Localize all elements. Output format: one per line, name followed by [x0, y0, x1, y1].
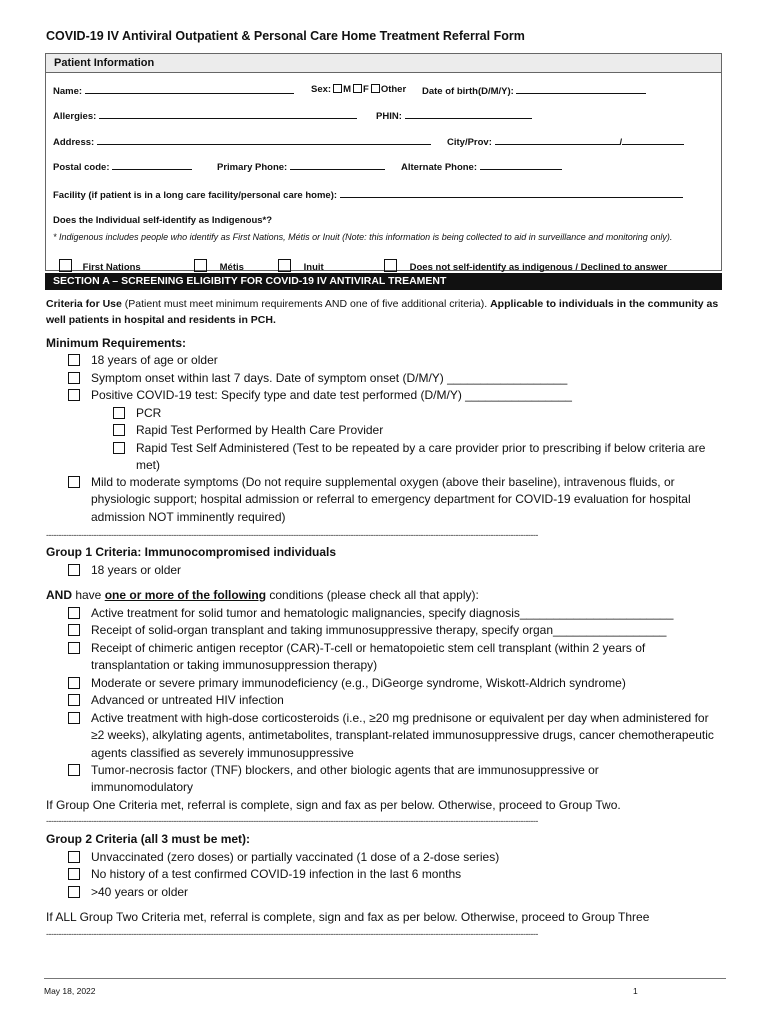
- group2-item: [68, 866, 723, 883]
- dob-label: Date of birth(D/M/Y):: [422, 86, 514, 97]
- test-text: PCR: [136, 406, 162, 420]
- group1-checkbox[interactable]: [68, 764, 80, 776]
- postal-field[interactable]: [53, 160, 192, 173]
- prov-line: [622, 135, 684, 145]
- section-a-header: SECTION A – SCREENING ELIGIBITY FOR COVID-19 IV ANTIVIRAL TREAMENT: [45, 273, 722, 290]
- group1-closing: If Group One Criteria met, referral is complete, sign and fax as per below. Otherwise, proceed to Group Two.: [46, 798, 621, 812]
- group2-item: [68, 884, 723, 901]
- alt-phone-line: [480, 160, 562, 170]
- sex-other-label: Other: [380, 84, 407, 95]
- group1-item: [68, 605, 723, 622]
- criteria-label: Criteria for Use: [46, 298, 122, 310]
- group1-item: [68, 622, 723, 639]
- group1-item-text: Receipt of solid-organ transplant and taking immunosuppressive therapy, specify organ_________________: [91, 623, 667, 637]
- postal-line: [112, 160, 192, 170]
- facility-field[interactable]: [53, 188, 683, 201]
- positive-test-checkbox[interactable]: [68, 389, 80, 401]
- group2-closing: If ALL Group Two Criteria met, referral is complete, sign and fax as per below. Otherwise, proceed to Group Three: [46, 910, 650, 924]
- group1-item-text: Receipt of chimeric antigen receptor (CAR)-T-cell or hematopoietic stem cell transplant (within 2 years of transplantation or taking immunosuppression therapy): [91, 641, 646, 673]
- footer-date: May 18, 2022: [44, 986, 96, 996]
- group2-checkbox[interactable]: [68, 868, 80, 880]
- option-first-nations[interactable]: [59, 259, 141, 273]
- group1-item: [68, 675, 723, 692]
- criteria-text: (Patient must meet minimum requirements AND one of five additional criteria).: [121, 298, 491, 310]
- declined-checkbox[interactable]: [384, 259, 397, 272]
- rapid-self-checkbox[interactable]: [113, 442, 125, 454]
- page-number: 1: [633, 986, 638, 996]
- age-checkbox[interactable]: [68, 354, 80, 366]
- onset-checkbox[interactable]: [68, 372, 80, 384]
- group1-item-text: Tumor-necrosis factor (TNF) blockers, and other biologic agents that are immunosuppressive or immunomodulatory: [91, 763, 599, 795]
- form-title: COVID-19 IV Antiviral Outpatient & Personal Care Home Treatment Referral Form: [46, 29, 525, 43]
- name-label: Name:: [53, 86, 83, 97]
- group1-item: [68, 692, 723, 709]
- postal-label: Postal code:: [53, 162, 110, 173]
- divider: -----------------------------------------------------------------------------------------------------------------------------------------------------------------------------------------------------: [46, 929, 538, 939]
- declined-label: Does not self-identify as indigenous / Declined to answer: [409, 262, 668, 273]
- minimum-requirements-heading: Minimum Requirements:: [46, 336, 187, 350]
- sex-m-checkbox[interactable]: [333, 84, 342, 93]
- and-have: have: [72, 588, 105, 602]
- group1-checkbox[interactable]: [68, 677, 80, 689]
- sex-label: Sex:: [311, 84, 332, 95]
- group2-checkbox[interactable]: [68, 886, 80, 898]
- indigenous-note: * Indigenous includes people who identify as First Nations, Métis or Inuit (Note: this information is being collected to aid in surveillance and monitoring only).: [53, 232, 673, 242]
- group1-item-text: Active treatment with high-dose corticosteroids (i.e., ≥20 mg prednisone or equivalent per day when administered for ≥2 weeks), alkylating agents, antimetabolites, transplant-related immunosuppressive drugs, cancer chemotherapeutic agents classified as severely immunosuppressive: [91, 711, 714, 760]
- allergies-field[interactable]: [53, 109, 357, 122]
- group1-item-text: Advanced or untreated HIV infection: [91, 693, 284, 707]
- alt-phone-label: Alternate Phone:: [401, 162, 478, 173]
- footer-rule: [44, 978, 726, 979]
- group2-item-text: Unvaccinated (zero doses) or partially vaccinated (1 dose of a 2-dose series): [91, 850, 500, 864]
- group1-item: [68, 762, 668, 797]
- group2-item-text: >40 years or older: [91, 885, 189, 899]
- min-item-text: Positive COVID-19 test: Specify type and date test performed (D/M/Y) ________________: [91, 388, 572, 402]
- dob-field[interactable]: [422, 84, 646, 97]
- group1-heading: Group 1 Criteria: Immunocompromised individuals: [46, 545, 337, 559]
- divider: -----------------------------------------------------------------------------------------------------------------------------------------------------------------------------------------------------: [46, 530, 538, 540]
- city-line: [495, 135, 620, 145]
- test-text: Rapid Test Performed by Health Care Provider: [136, 423, 384, 437]
- sex-m-label: M: [343, 84, 351, 95]
- primary-phone-field[interactable]: [217, 160, 385, 173]
- primary-phone-label: Primary Phone:: [217, 162, 288, 173]
- sex-f-label: F: [363, 84, 369, 95]
- group1-item-text: Active treatment for solid tumor and hematologic malignancies, specify diagnosis_______________________: [91, 606, 674, 620]
- first-nations-checkbox[interactable]: [59, 259, 72, 272]
- test-rapid-self: [113, 440, 725, 475]
- name-field[interactable]: [53, 84, 294, 97]
- min-item-text: Symptom onset within last 7 days. Date of symptom onset (D/M/Y) __________________: [91, 371, 568, 385]
- group1-item: [68, 710, 725, 762]
- and-prefix: AND: [46, 588, 72, 602]
- cityprov-label: City/Prov:: [447, 137, 492, 148]
- phin-label: PHIN:: [376, 111, 402, 122]
- sex-f-checkbox[interactable]: [353, 84, 362, 93]
- group1-checkbox[interactable]: [68, 712, 80, 724]
- phin-line: [405, 109, 532, 119]
- alt-phone-field[interactable]: [401, 160, 562, 173]
- group2-item: [68, 849, 723, 866]
- indigenous-question: Does the Individual self-identify as Indigenous*?: [53, 215, 273, 226]
- allergies-label: Allergies:: [53, 111, 97, 122]
- mild-checkbox[interactable]: [68, 476, 80, 488]
- group1-age: [68, 562, 718, 579]
- rapid-provider-checkbox[interactable]: [113, 424, 125, 436]
- min-item-text: 18 years of age or older: [91, 353, 218, 367]
- allergies-line: [99, 109, 357, 119]
- and-underline: one or more of the following: [104, 588, 267, 602]
- group1-item-text: Moderate or severe primary immunodeficiency (e.g., DiGeorge syndrome, Wiskott-Aldrich syndrome): [91, 676, 626, 690]
- test-rapid-provider: [113, 422, 723, 439]
- sex-other-checkbox[interactable]: [371, 84, 380, 93]
- min-item-onset: [68, 370, 718, 387]
- group1-age-checkbox[interactable]: [68, 564, 80, 576]
- min-item-age: [68, 352, 718, 369]
- address-label: Address:: [53, 137, 95, 148]
- group1-checkbox[interactable]: [68, 694, 80, 706]
- first-nations-label: First Nations: [82, 262, 141, 273]
- primary-phone-line: [290, 160, 385, 170]
- mild-text: Mild to moderate symptoms (Do not require supplemental oxygen (above their baseline), intravenous fluids, or physiologic support; hospital admission or referral to emergency department for COVID-19 evaluation for hospital admission NOT imminently required): [91, 475, 691, 524]
- option-inuit[interactable]: [278, 259, 324, 273]
- facility-label: Facility (if patient is in a long care facility/personal care home):: [53, 190, 338, 201]
- option-metis[interactable]: [194, 259, 244, 273]
- cityprov-field[interactable]: [447, 135, 684, 148]
- group2-heading: Group 2 Criteria (all 3 must be met):: [46, 832, 251, 846]
- group1-and-statement: [46, 587, 479, 604]
- group1-checkbox[interactable]: [68, 607, 80, 619]
- criteria-bold-text: Applicable to individuals in the community as well patients in hospital and residents in PCH.: [46, 298, 719, 326]
- name-line: [85, 84, 294, 94]
- patient-info-header: Patient Information: [46, 54, 721, 73]
- group1-checkbox[interactable]: [68, 624, 80, 636]
- address-field[interactable]: [53, 135, 431, 148]
- inuit-checkbox[interactable]: [278, 259, 291, 272]
- group1-age-text: 18 years or older: [91, 563, 182, 577]
- metis-label: Métis: [219, 262, 244, 273]
- option-declined[interactable]: [384, 259, 667, 273]
- group1-checkbox[interactable]: [68, 642, 80, 654]
- min-item-mild: [68, 474, 723, 526]
- min-item-positive-test: [68, 387, 718, 404]
- group2-checkbox[interactable]: [68, 851, 80, 863]
- cityprov-separator: /: [619, 137, 623, 148]
- address-line: [97, 135, 431, 145]
- pcr-checkbox[interactable]: [113, 407, 125, 419]
- test-pcr: [113, 405, 723, 422]
- metis-checkbox[interactable]: [194, 259, 207, 272]
- sex-field: [311, 84, 406, 95]
- facility-line: [340, 188, 683, 198]
- inuit-label: Inuit: [303, 262, 324, 273]
- group2-item-text: No history of a test confirmed COVID-19 infection in the last 6 months: [91, 867, 462, 881]
- criteria-for-use: [46, 296, 722, 328]
- phin-field[interactable]: [376, 109, 532, 122]
- divider: -----------------------------------------------------------------------------------------------------------------------------------------------------------------------------------------------------: [46, 816, 538, 826]
- group1-item: [68, 640, 708, 675]
- test-text: Rapid Test Self Administered (Test to be repeated by a care provider prior to prescribing if below criteria are met): [136, 441, 706, 473]
- and-suffix: conditions (please check all that apply):: [266, 588, 479, 602]
- dob-line: [516, 84, 646, 94]
